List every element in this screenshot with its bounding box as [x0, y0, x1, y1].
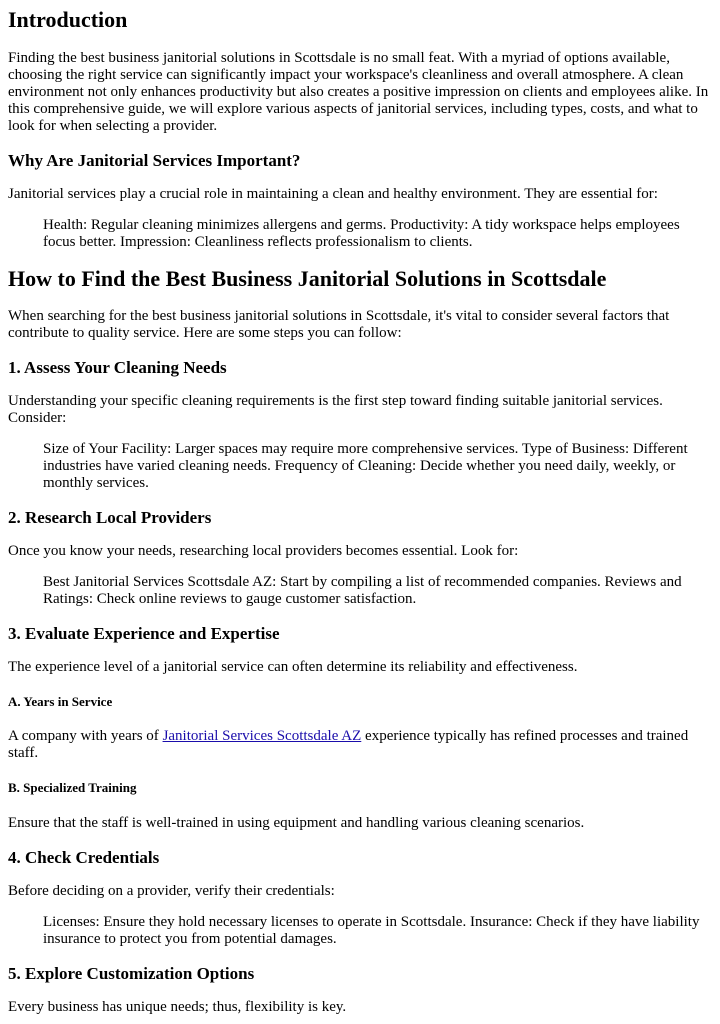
step3-sub-b-paragraph: Ensure that the staff is well-trained in using equipment and handling various cleaning scenarios. — [8, 815, 585, 831]
intro-paragraph: Finding the best business janitorial solutions in Scottsdale is no small feat. With a myriad of options available, choosing the right service can significantly impact your workspace's cleanliness and overall atmosphere. A clean environment not only enhances productivity but also creates a positive impression on clients and employees alike. In this comprehensive guide, we will explore various aspects of janitorial services, including types, costs, and what to look for when selecting a provider. — [8, 50, 709, 134]
step2-paragraph: Once you know your needs, researching local providers becomes essential. Look for: — [8, 543, 519, 559]
step2-heading: 2. Research Local Providers — [8, 508, 212, 527]
step4-heading: 4. Check Credentials — [8, 848, 160, 867]
why-heading: Why Are Janitorial Services Important? — [8, 151, 301, 170]
step3-heading: 3. Evaluate Experience and Expertise — [8, 624, 280, 643]
howto-heading: How to Find the Best Business Janitorial Solutions in Scottsdale — [8, 266, 607, 291]
intro-heading: Introduction — [8, 7, 128, 32]
step5-heading: 5. Explore Customization Options — [8, 964, 255, 983]
step1-heading: 1. Assess Your Cleaning Needs — [8, 358, 227, 377]
step5-paragraph: Every business has unique needs; thus, flexibility is key. — [8, 999, 347, 1015]
step3-sub-a-heading: A. Years in Service — [8, 694, 113, 709]
step3-sub-b-heading: B. Specialized Training — [8, 780, 137, 795]
article — [0, 7, 720, 1016]
step1-quote: Size of Your Facility: Larger spaces may require more comprehensive services. Type of Business: Different industries have varied cleaning needs. Frequency of Cleaning: Decide whether you need daily, weekly, or monthly services. — [43, 441, 688, 491]
step3-paragraph: The experience level of a janitorial service can often determine its reliability and effectiveness. — [8, 659, 578, 675]
janitorial-services-link[interactable]: Janitorial Services Scottsdale AZ — [162, 728, 362, 744]
sub-a-text-before: A company with years of — [8, 728, 163, 744]
step1-paragraph: Understanding your specific cleaning requirements is the first step toward finding suitable janitorial services. Consider: — [8, 393, 663, 426]
sub-a-text-after: experience typically has refined processes and trained staff. — [8, 728, 689, 761]
why-paragraph: Janitorial services play a crucial role in maintaining a clean and healthy environment. They are essential for: — [8, 186, 658, 202]
step3-sub-a-paragraph — [8, 728, 712, 762]
step4-quote: Licenses: Ensure they hold necessary licenses to operate in Scottsdale. Insurance: Check if they have liability insurance to protect you from potential damages. — [43, 914, 700, 947]
step2-quote: Best Janitorial Services Scottsdale AZ: Start by compiling a list of recommended companies. Reviews and Ratings: Check online reviews to gauge customer satisfaction. — [43, 574, 682, 607]
step4-paragraph: Before deciding on a provider, verify their credentials: — [8, 883, 335, 899]
why-benefits-quote: Health: Regular cleaning minimizes allergens and germs. Productivity: A tidy workspace helps employees focus better. Impression: Cleanliness reflects professionalism to clients. — [43, 217, 680, 250]
howto-paragraph: When searching for the best business janitorial solutions in Scottsdale, it's vital to consider several factors that contribute to quality service. Here are some steps you can follow: — [8, 308, 670, 341]
